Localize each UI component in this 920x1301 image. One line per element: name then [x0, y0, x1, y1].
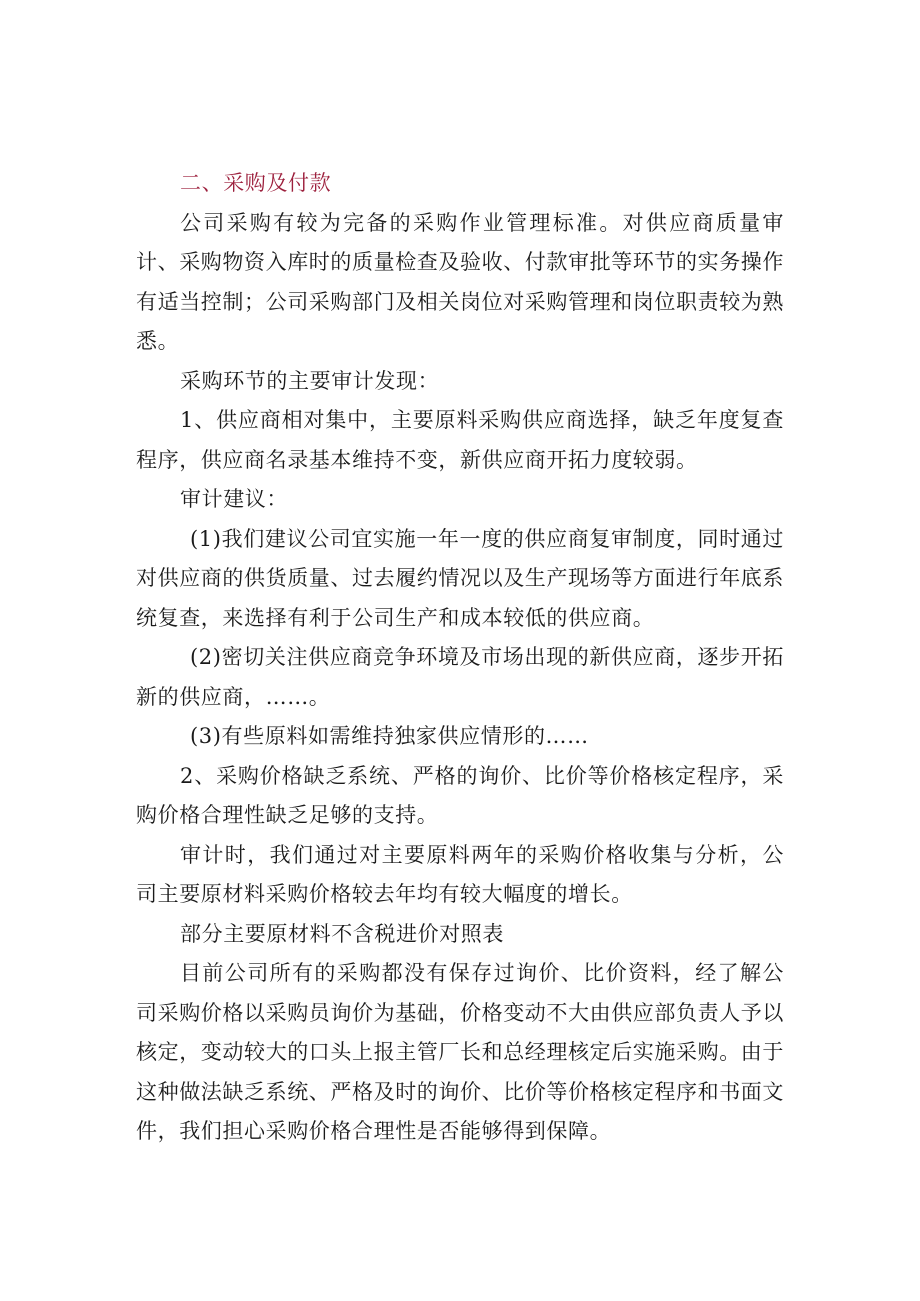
table-caption: 部分主要原材料不含税进价对照表 [180, 921, 504, 946]
finding-2-paragraph: 2、采购价格缺乏系统、严格的询价、比价等价格核定程序，采购价格合理性缺乏足够的支持。 [136, 763, 784, 827]
recommendation-3-paragraph: (3)有些原料如需维持独家供应情形的…… [190, 724, 589, 748]
recommendation-2-paragraph: (2)密切关注供应商竞争环境及市场出现的新供应商，逐步开拓新的供应商，……。 [136, 645, 784, 709]
findings-heading: 采购环节的主要审计发现： [180, 368, 440, 393]
audit-analysis-paragraph: 审计时，我们通过对主要原料两年的采购价格收集与分析，公司主要原材料采购价格较去年均有较大幅度的增长。 [136, 842, 784, 906]
intro-paragraph: 公司采购有较为完备的采购作业管理标准。对供应商质量审计、采购物资入库时的质量检查及验收、付款审批等环节的实务操作有适当控制；公司采购部门及相关岗位对采购管理和岗位职责较为熟悉。 [136, 210, 784, 353]
finding-1-paragraph: 1、供应商相对集中，主要原料采购供应商选择，缺乏年度复查程序，供应商名录基本维持不变，新供应商开拓力度较弱。 [136, 408, 784, 472]
recommendations-heading: 审计建议： [180, 487, 288, 511]
section-heading: 二、采购及付款 [180, 171, 332, 195]
document-body [136, 164, 784, 1152]
recommendation-1-paragraph: (1)我们建议公司宜实施一年一度的供应商复审制度，同时通过对供应商的供货质量、过去履约情况以及生产现场等方面进行年底系统复查，来选择有利于公司生产和成本较低的供应商。 [136, 526, 784, 630]
current-practice-paragraph: 目前公司所有的采购都没有保存过询价、比价资料，经了解公司采购价格以采购员询价为基础，价格变动不大由供应部负责人予以核定，变动较大的口头上报主管厂长和总经理核定后实施采购。由于这种做法缺乏系统、严格及时的询价、比价等价格核定程序和书面文件，我们担心采购价格合理性是否能够得到保障。 [136, 961, 784, 1143]
